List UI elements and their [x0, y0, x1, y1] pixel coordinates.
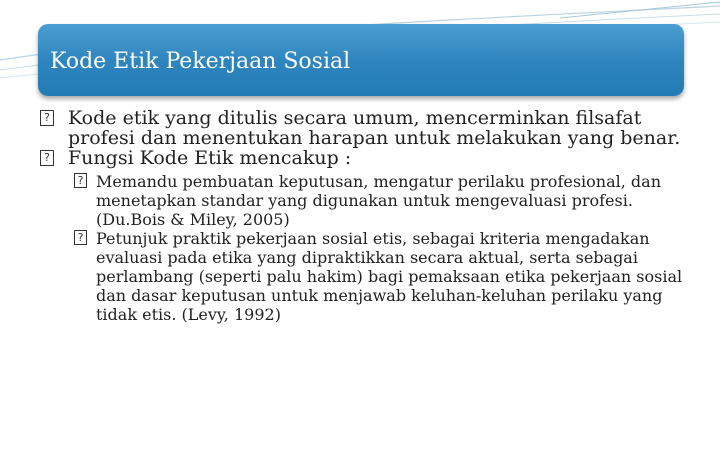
bullet-icon: ?	[40, 110, 54, 126]
bullet-icon: ?	[74, 230, 87, 245]
list-item-text: Fungsi Kode Etik mencakup :	[68, 147, 352, 169]
title-banner	[38, 24, 684, 96]
sub-list-item	[40, 172, 700, 229]
sub-list-item-text: Memandu pembuatan keputusan, mengatur perilaku profesional, dan menetapkan standar yang digunakan untuk mengevaluasi profesi. (Du.Bois & Miley, 2005)	[96, 172, 662, 229]
list-item	[40, 108, 700, 148]
sub-list-item	[40, 229, 700, 324]
list-item	[40, 148, 700, 168]
list-item-text: Kode etik yang ditulis secara umum, mencerminkan filsafat profesi dan menentukan harapan untuk melakukan yang benar.	[68, 107, 681, 149]
bullet-list	[40, 108, 700, 324]
sub-list-item-text: Petunjuk praktik pekerjaan sosial etis, sebagai kriteria mengadakan evaluasi pada etika yang dipraktikkan secara aktual, serta sebagai perlambang (seperti palu hakim) bagi pemaksaan etika pekerjaan sosial dan dasar keputusan untuk menjawab keluhan-keluhan perilaku yang tidak etis. (Levy, 1992)	[96, 229, 683, 324]
bullet-icon: ?	[74, 173, 87, 188]
bullet-icon: ?	[40, 150, 54, 166]
slide-title: Kode Etik Pekerjaan Sosial	[50, 49, 351, 74]
